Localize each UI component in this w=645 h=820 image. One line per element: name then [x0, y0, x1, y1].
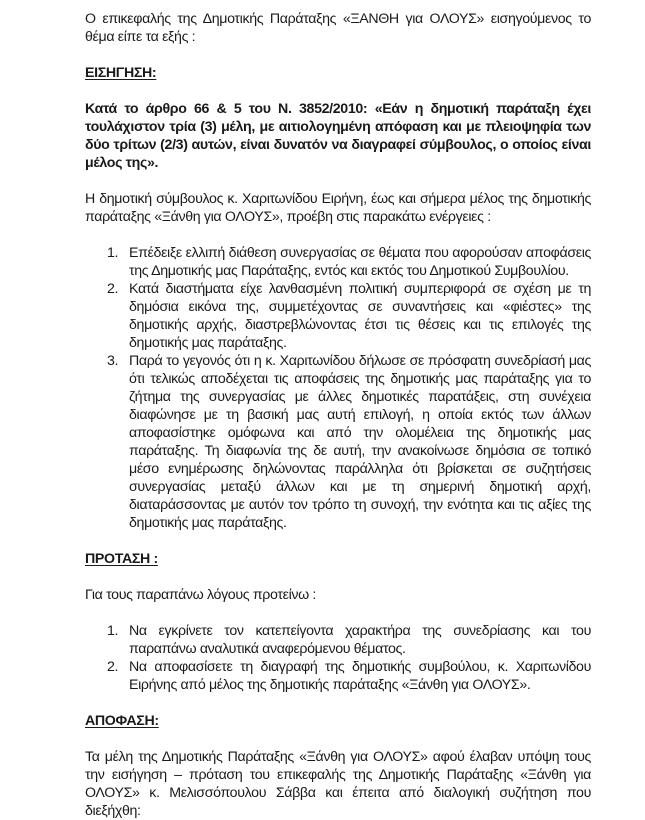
heading-apofasi: ΑΠΟΦΑΣΗ: — [85, 713, 159, 729]
list-number: 3. — [107, 353, 119, 369]
list-item-text: Κατά διαστήματα είχε λανθασμένη πολιτική συμπεριφορά σε σχέση με τη δημόσια εικόνα της, συμμετέχοντας σε συναντήσεις και «φιέστες» της δημοτικής αρχής, διαστρεβλώνοντας έτσι τις θέσεις και τις επιλογές της δημοτικής μας παράταξης. — [129, 281, 591, 351]
list-item — [85, 658, 591, 694]
list-item-text: Παρά το γεγονός ότι η κ. Χαριτωνίδου δήλωσε σε πρόσφατη συνεδρίασή μας ότι τελικώς αποδέχεται τις αποφάσεις της δημοτικής μας παράταξης για το ζήτημα της συνεργασίας με άλλες δημοτικές παρατάξεις, στη συνέχεια διαφώνησε με τη βασική μας αυτή επιλογή, η οποία εκτός των άλλων αποφασίστηκε ομόφωνα και από την ολομέλεια της δημοτικής μας παράταξης. Τη διαφωνία της δε αυτή, την ανακοίνωσε δημόσια σε τοπικό μέσο ενημέρωσης δηλώνοντας παράλληλα ότι βρίσκεται σε συζητήσεις συνεργασίας μεταξύ άλλων και με τη σημερινή δημοτική αρχή, διαταράσσοντας με αυτόν τον τρόπο τη συνοχή, την ενότητα και τις αξίες της δημοτικής μας παράταξης. — [129, 353, 591, 531]
document-page — [85, 10, 591, 820]
list-item — [85, 622, 591, 658]
list-item — [85, 352, 591, 532]
list-number: 2. — [107, 659, 119, 675]
list-item — [85, 244, 591, 280]
list-item — [85, 280, 591, 352]
actions-list — [85, 244, 591, 532]
list-item-text: Να εγκρίνετε τον κατεπείγοντα χαρακτήρα της συνεδρίασης και του παραπάνω αναλυτικά αναφερόμενου θέματος. — [129, 623, 591, 657]
proposal-lead: Για τους παραπάνω λόγους προτείνω : — [85, 587, 317, 603]
heading-eisigisi: ΕΙΣΗΓΗΣΗ: — [85, 65, 157, 81]
proposal-list — [85, 622, 591, 694]
list-number: 1. — [107, 245, 119, 261]
intro-paragraph: Ο επικεφαλής της Δημοτικής Παράταξης «ΞΑΝΘΗ για ΟΛΟΥΣ» εισηγούμενος το θέμα είπε τα εξής : — [85, 11, 591, 45]
law-quote: Κατά το άρθρο 66 & 5 του Ν. 3852/2010: «Εάν η δημοτική παράταξη έχει τουλάχιστον τρία (3) μέλη, με αιτιολογημένη απόφαση και με πλειοψηφία των δύο τρίτων (2/3) αυτών, είναι δυνατόν να διαγραφεί σύμβουλος, ο οποίος είναι μέλος της». — [85, 101, 591, 171]
statement-paragraph: Η δημοτική σύμβουλος κ. Χαριτωνίδου Ειρήνη, έως και σήμερα μέλος της δημοτικής παράταξης «Ξάνθη για ΟΛΟΥΣ», προέβη στις παρακάτω ενέργειες : — [85, 191, 591, 225]
list-item-text: Να αποφασίσετε τη διαγραφή της δημοτικής συμβούλου, κ. Χαριτωνίδου Ειρήνης από μέλος της δημοτικής παράταξης «Ξάνθη για ΟΛΟΥΣ». — [129, 659, 591, 693]
list-number: 1. — [107, 623, 119, 639]
heading-protasi: ΠΡΟΤΑΣΗ : — [85, 551, 158, 567]
list-item-text: Επέδειξε ελλιπή διάθεση συνεργασίας σε θέματα που αφορούσαν αποφάσεις της Δημοτικής μας Παράταξης, εντός και εκτός του Δημοτικού Συμβουλίου. — [129, 245, 591, 279]
list-number: 2. — [107, 281, 119, 297]
decision-paragraph: Τα μέλη της Δημοτικής Παράταξης «Ξάνθη για ΟΛΟΥΣ» αφού έλαβαν υπόψη τους την εισήγηση – πρόταση του επικεφαλής της Δημοτικής Παράταξης «Ξάνθη για ΟΛΟΥΣ» κ. Μελισσόπουλου Σάββα και έπειτα από διαλογική συζήτηση που διεξήχθη: — [85, 749, 591, 819]
